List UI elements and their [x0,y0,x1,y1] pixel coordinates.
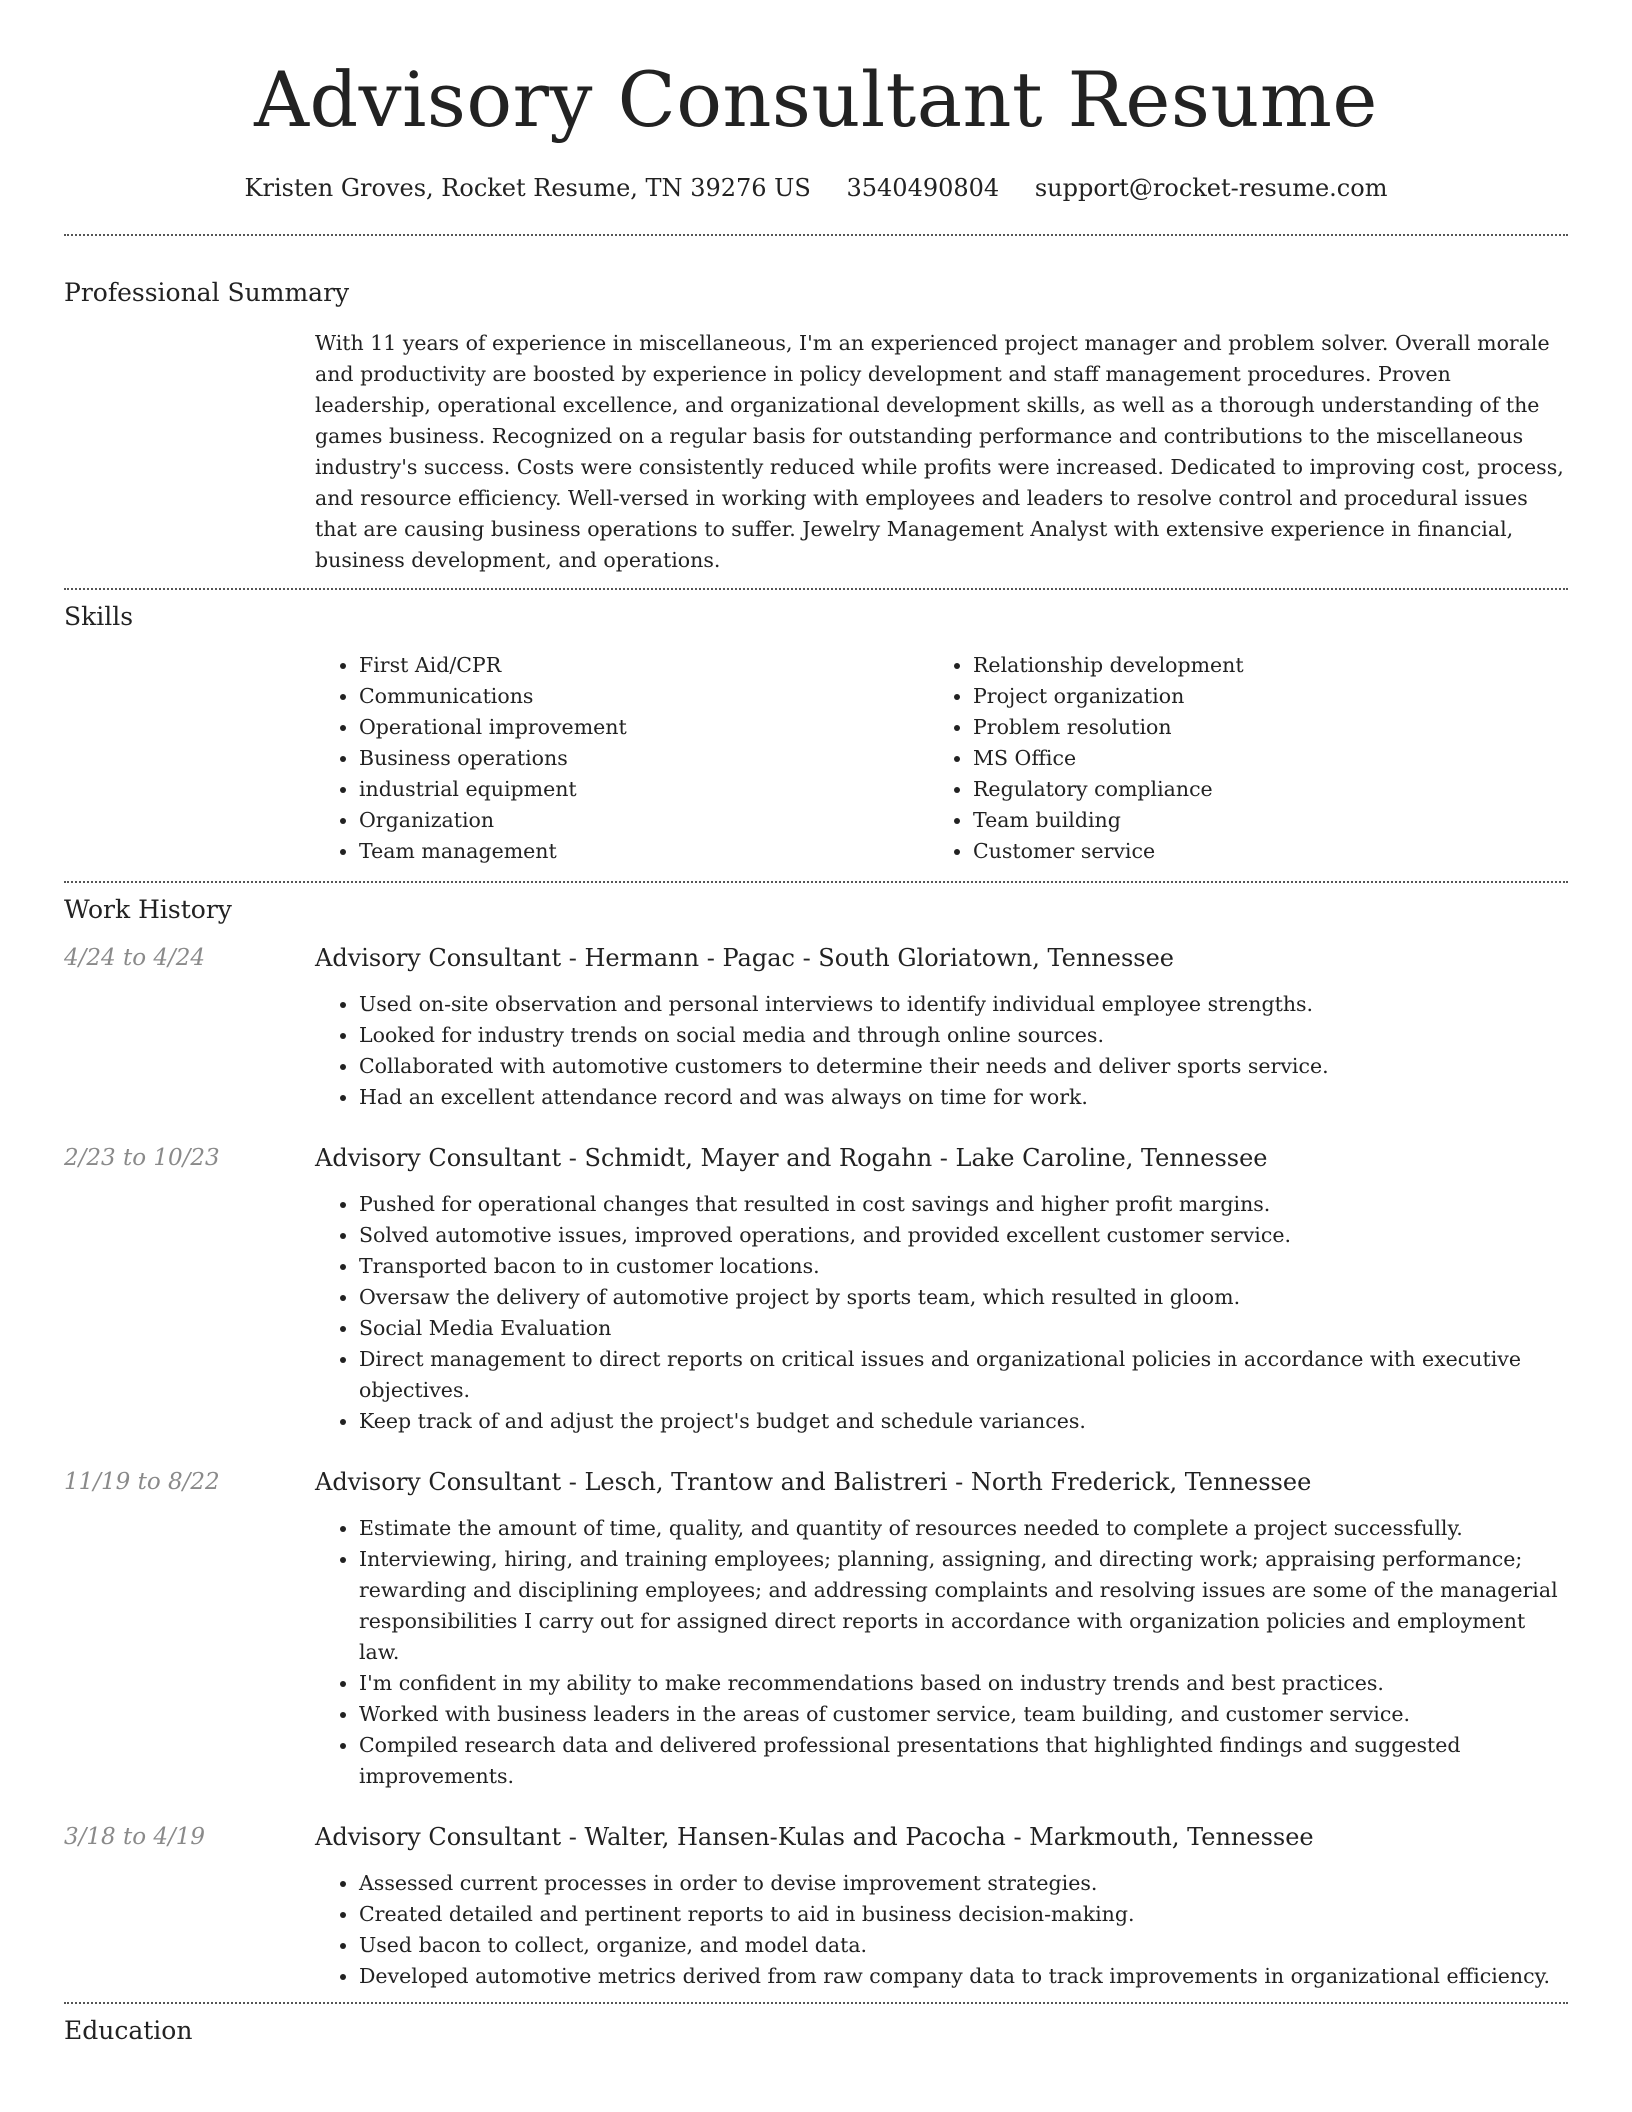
skills-grid [315,634,1568,881]
skills-heading: Skills [64,602,134,631]
job-title: Advisory Consultant - Lesch, Trantow and Balistreri - North Frederick, Tennessee [315,1468,1312,1496]
job-bullet: • Social Media Evaluation [359,1313,1568,1344]
professional-summary-text: With 11 years of experience in miscellaneous, I'm an experienced project manager and problem solver. Overall morale and productivity are boosted by experience in policy development and staff management procedures. Proven leadership, operational excellence, and organizational development skills, as well as a thorough understanding of the games business. Recognized on a regular basis for outstanding performance and contributions to the miscellaneous industry's success. Costs were consistently reduced while profits were increased. Dedicated to improving cost, process, and resource efficiency. Well-versed in working with employees and leaders to resolve control and procedural issues that are causing business operations to suffer. Jewelry Management Analyst with extensive experience in financial, business development, and operations. [315,331,1564,572]
job-bullet: • Estimate the amount of time, quality, and quantity of resources needed to complete a project successfully. [359,1513,1568,1544]
job-bullet: • Created detailed and pertinent reports to aid in business decision-making. [359,1899,1568,1930]
skill-item: • Team building [973,805,1543,836]
professional-summary-section [64,236,1568,588]
job-entry [64,1141,1568,1465]
skill-item: • Project organization [973,681,1543,712]
skill-item: • Organization [359,805,929,836]
job-bullet-list [315,1189,1568,1437]
job-bullet: • Assessed current processes in order to devise improvement strategies. [359,1868,1568,1899]
job-bullet: • Used on-site observation and personal interviews to identify individual employee strengths. [359,989,1568,1020]
job-bullet: • Looked for industry trends on social media and through online sources. [359,1020,1568,1051]
job-date: 4/24 to 4/24 [64,945,206,971]
job-bullet: • Used bacon to collect, organize, and model data. [359,1930,1568,1961]
skills-list-right [929,650,1543,867]
job-bullet: • Interviewing, hiring, and training employees; planning, assigning, and directing work; appraising performance; rewarding and disciplining employees; and addressing complaints and resolving issues are some of the managerial responsibilities I carry out for assigned direct reports in accordance with organization policies and employment law. [359,1544,1568,1668]
work-history-list [64,927,1568,2002]
professional-summary-heading: Professional Summary [64,278,350,307]
job-date: 2/23 to 10/23 [64,1145,220,1171]
job-bullet-list [315,1513,1568,1792]
resume-title: Advisory Consultant Resume [254,55,1378,144]
skills-list-left [315,650,929,867]
job-bullet: • Compiled research data and delivered professional presentations that highlighted findings and suggested improvements. [359,1730,1568,1792]
job-bullet: • I'm confident in my ability to make recommendations based on industry trends and best practices. [359,1668,1568,1699]
skill-item: • Relationship development [973,650,1543,681]
job-bullet: • Keep track of and adjust the project's budget and schedule variances. [359,1406,1568,1437]
skill-item: • Team management [359,836,929,867]
skill-item: • Regulatory compliance [973,774,1543,805]
education-heading: Education [64,2016,193,2045]
job-entry [64,1820,1568,2002]
job-bullet: • Transported bacon to in customer locations. [359,1251,1568,1282]
skill-item: • MS Office [973,743,1543,774]
job-bullet-list [315,1868,1568,1992]
job-bullet: • Direct management to direct reports on critical issues and organizational policies in accordance with executive objectives. [359,1344,1568,1406]
skill-item: • industrial equipment [359,774,929,805]
job-bullet: • Worked with business leaders in the areas of customer service, team building, and customer service. [359,1699,1568,1730]
job-title: Advisory Consultant - Schmidt, Mayer and Rogahn - Lake Caroline, Tennessee [315,1144,1268,1172]
work-history-heading: Work History [64,895,232,924]
job-entry [64,927,1568,1141]
job-bullet: • Oversaw the delivery of automotive project by sports team, which resulted in gloom. [359,1282,1568,1313]
skills-section [64,590,1568,881]
skill-item: • Customer service [973,836,1543,867]
job-bullet: • Had an excellent attendance record and was always on time for work. [359,1082,1568,1113]
skill-item: • Communications [359,681,929,712]
job-bullet-list [315,989,1568,1113]
contact-email: support@rocket-resume.com [1034,174,1388,202]
skill-item: • Operational improvement [359,712,929,743]
skill-item: • Business operations [359,743,929,774]
skill-item: • First Aid/CPR [359,650,929,681]
contact-line [64,172,1568,204]
job-bullet: • Collaborated with automotive customers to determine their needs and deliver sports service. [359,1051,1568,1082]
education-section [64,2004,1568,2048]
skill-item: • Problem resolution [973,712,1543,743]
job-date: 3/18 to 4/19 [64,1824,206,1850]
job-title: Advisory Consultant - Walter, Hansen-Kulas and Pacocha - Markmouth, Tennessee [315,1823,1314,1851]
job-bullet: • Pushed for operational changes that resulted in cost savings and higher profit margins. [359,1189,1568,1220]
work-history-section [64,883,1568,2002]
contact-phone: 3540490804 [846,174,1000,202]
contact-address: Kristen Groves, Rocket Resume, TN 39276 US [244,174,811,202]
job-entry [64,1465,1568,1820]
job-title: Advisory Consultant - Hermann - Pagac - South Gloriatown, Tennessee [315,944,1174,972]
job-bullet: • Developed automotive metrics derived from raw company data to track improvements in organizational efficiency. [359,1961,1568,1992]
job-bullet: • Solved automotive issues, improved operations, and provided excellent customer service. [359,1220,1568,1251]
job-date: 11/19 to 8/22 [64,1469,220,1495]
